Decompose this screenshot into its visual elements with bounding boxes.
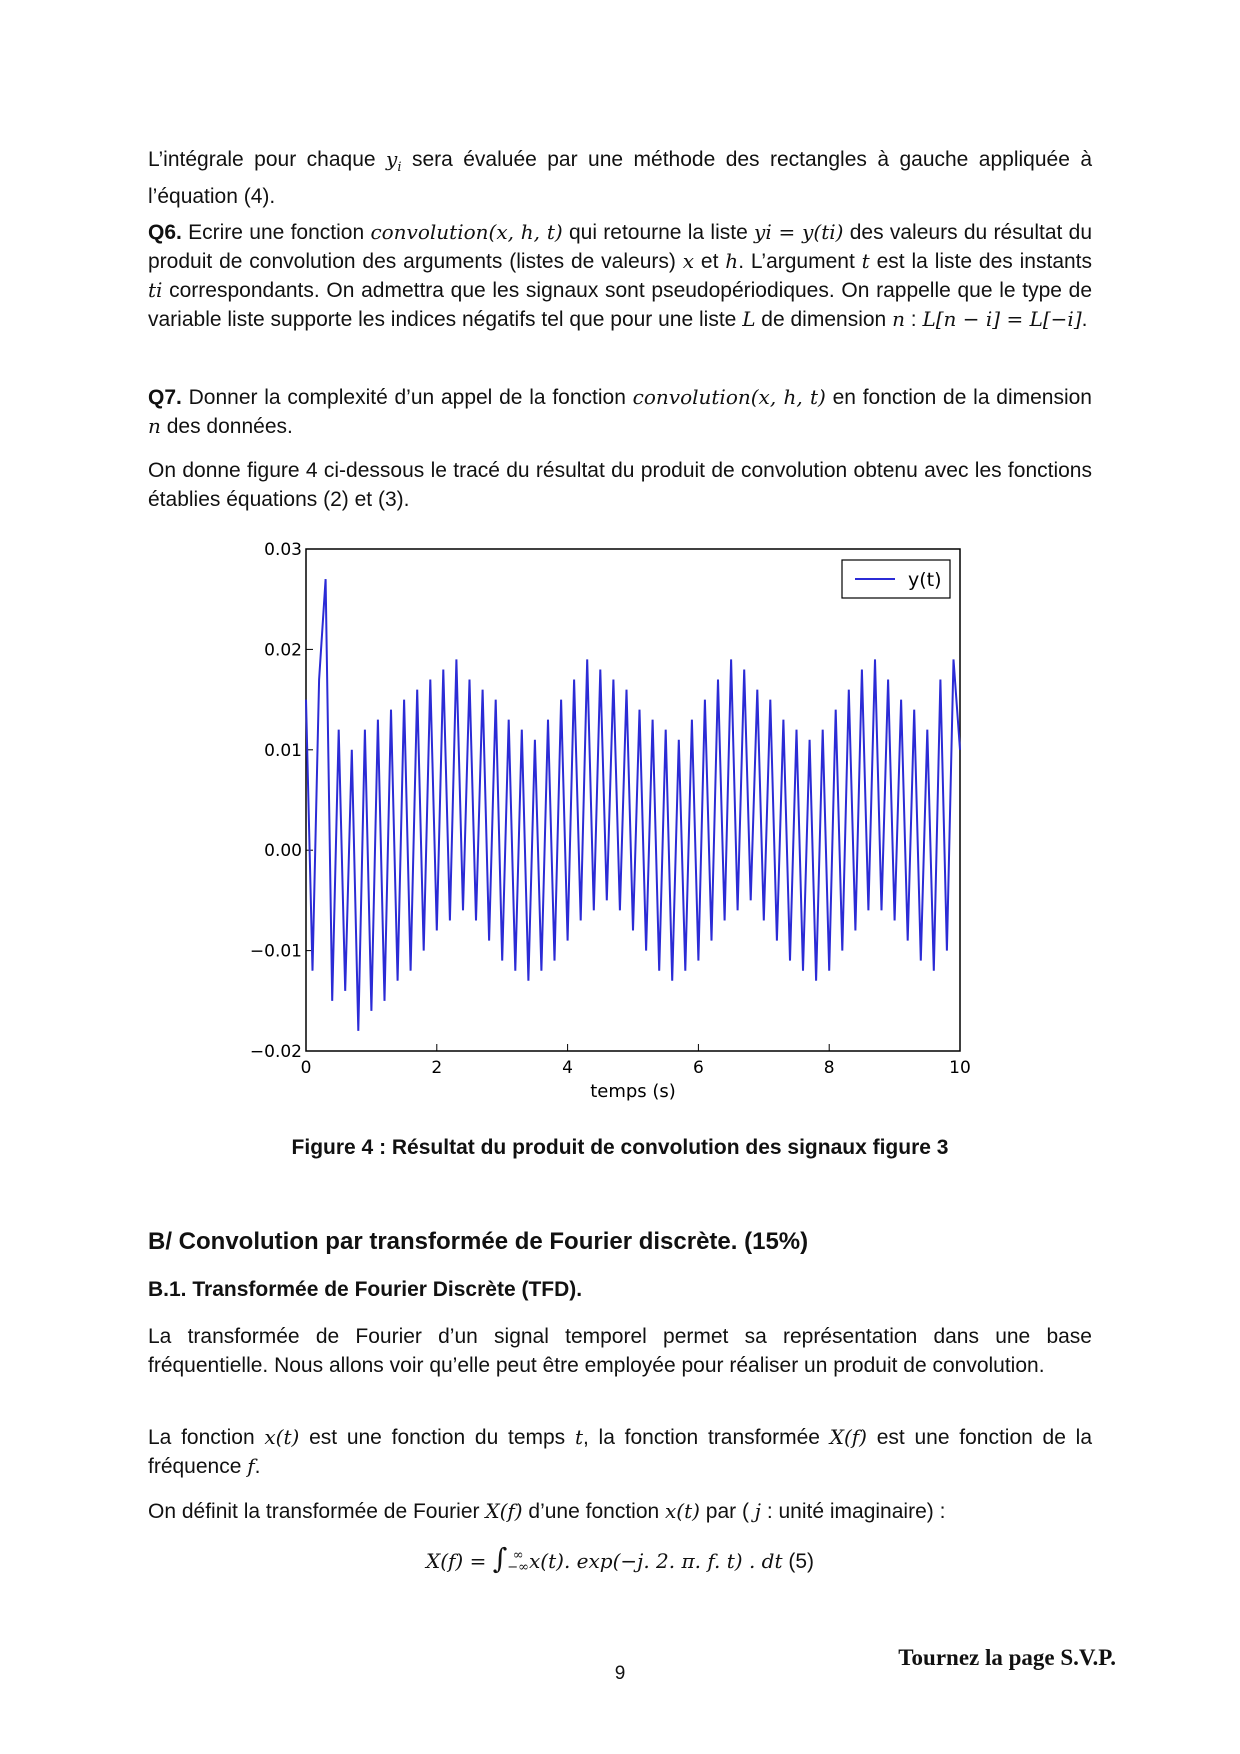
convolution-result-chart [0, 530, 1240, 1102]
x-tick-label: 8 [823, 1058, 835, 1078]
tfd-intro-paragraph: La transformée de Fourier d’un signal temporel permet sa représentation dans une base fréquentielle. Nous allons voir qu’elle peut être employée pour réaliser un produit de convolution. [148, 1325, 1092, 1377]
y-tick-label: 0.02 [264, 640, 302, 661]
intro-paragraph: L’intégrale pour chaque $y_i$ sera évaluée par une méthode des rectangles à gauche appliquée à l’équation (4). [148, 147, 1093, 208]
legend [842, 560, 950, 598]
x-axis-label: temps (s) [590, 1081, 676, 1102]
fourier-definition-paragraph: On définit la transformée de Fourier X(f) d’une fonction x(t) par ( j : unité imaginaire) : [148, 1499, 946, 1523]
section-b-title: B/ Convolution par transformée de Fourier discrète. (15%) [148, 1228, 809, 1255]
y-tick-label: 0.03 [264, 540, 302, 560]
fourier-function-paragraph: La fonction x(t) est une fonction du temps t, la fonction transformée X(f) est une fonction de la fréquence f. [148, 1425, 1092, 1478]
y-tick-label: −0.01 [249, 941, 302, 962]
y-tick-label: −0.02 [249, 1042, 302, 1062]
yi-symbol: $y_i$ [386, 147, 402, 175]
y-tick-label: 0.01 [264, 740, 302, 761]
x-tick-label: 10 [949, 1058, 971, 1078]
section-b1-title: B.1. Transformée de Fourier Discrète (TFD). [148, 1278, 583, 1301]
x-tick-label: 0 [300, 1058, 312, 1078]
question-q6: Q6. Ecrire une fonction convolution(x, h, t) qui retourne la liste yi = y(ti) des valeurs du résultat du produit de convolution des arguments (listes de valeurs) x et h. L’argument t est la liste des instants ti correspondants. On admettra que les signaux sont pseudopériodiques. On rappelle que le type de variable liste supporte les indices négatifs tel que pour une liste L de dimension n : L[n − i] = L[−i]. [148, 220, 1093, 331]
plot-area [306, 549, 960, 1051]
fourier-equation: X(f) = ∫ ∞ −∞x(t). exp(−j. 2. π. f. t) . dt (5) [425, 1542, 815, 1576]
figure-caption: Figure 4 : Résultat du produit de convolution des signaux figure 3 [291, 1136, 949, 1159]
figure-intro-paragraph: On donne figure 4 ci-dessous le tracé du résultat du produit de convolution obtenu avec les fonctions établies équations (2) et (3). [148, 459, 1092, 511]
page-number: 9 [614, 1663, 626, 1684]
x-tick-label: 6 [692, 1058, 704, 1078]
question-q7: Q7. Donner la complexité d’un appel de la fonction convolution(x, h, t) en fonction de la dimension n des données. [148, 385, 1092, 438]
y-tick-label: 0.00 [264, 841, 302, 862]
x-tick-label: 4 [562, 1058, 574, 1078]
legend-label: y(t) [908, 569, 942, 591]
x-tick-label: 2 [431, 1058, 443, 1078]
turn-page-note: Tournez la page S.V.P. [898, 1645, 1116, 1670]
